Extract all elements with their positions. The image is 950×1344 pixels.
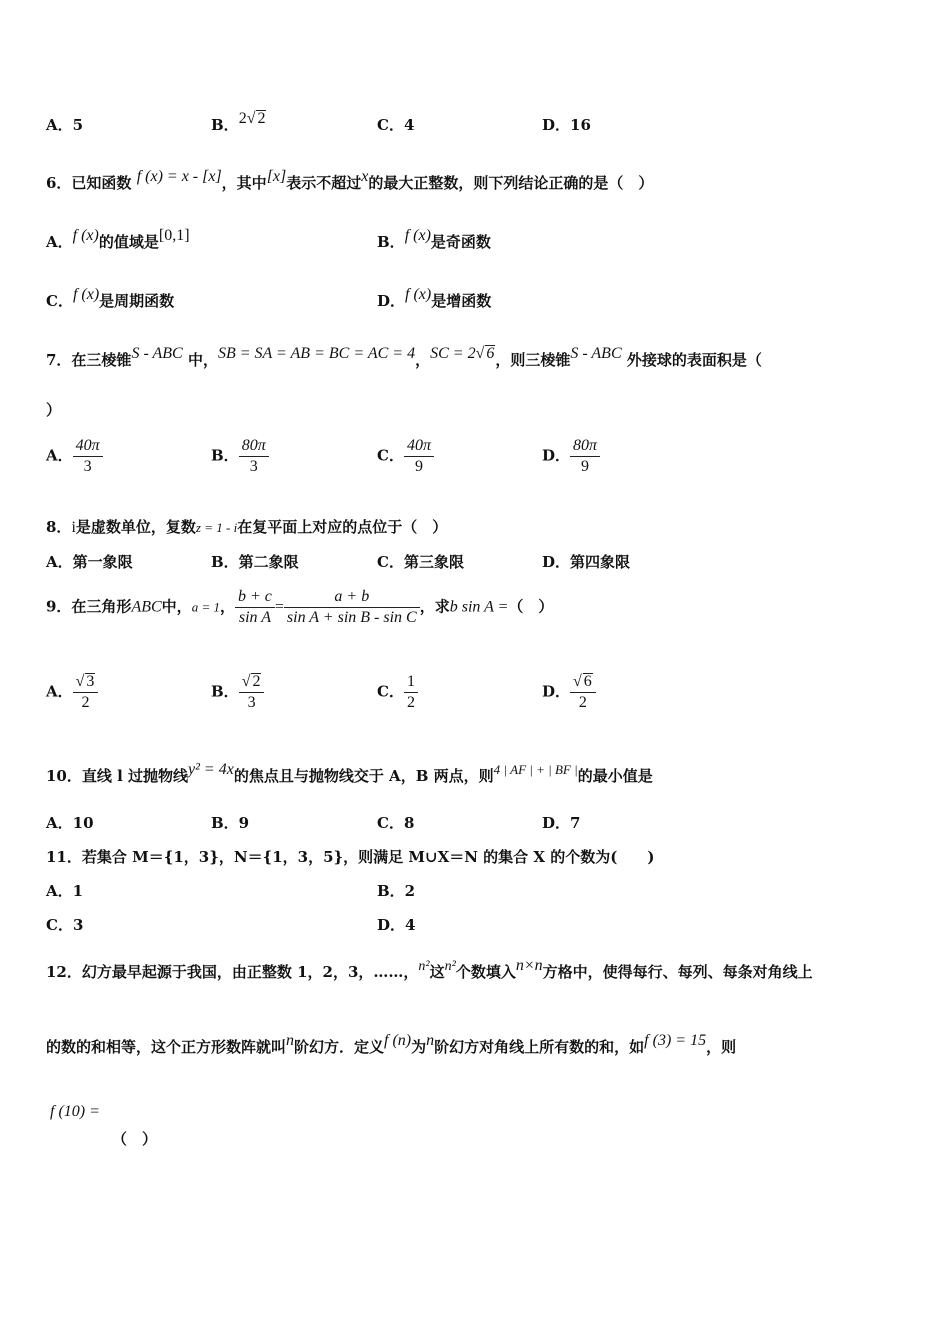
q5-option-b-math: 2√ 2 bbox=[238, 110, 266, 127]
q5-option-b-label: B． bbox=[211, 116, 239, 134]
q7-option-d: D． $\frac{80\pi}{9}$ bbox=[542, 436, 600, 477]
q10-option-a: A．10 bbox=[46, 814, 94, 832]
q11-option-a: A．1 bbox=[46, 882, 84, 900]
q9-option-c: C． $\frac{1}{2}$ bbox=[377, 672, 418, 713]
q8-option-a: A．第一象限 bbox=[46, 553, 133, 571]
q6-option-a: A．f (x)的值域是[0,1] bbox=[46, 227, 190, 251]
q5-option-b bbox=[211, 110, 266, 136]
q9-right-fraction: $\frac{a + b}{\text{sin A + sin B - sin C}}$ bbox=[284, 587, 420, 628]
q6-option-c: C．f (x)是周期函数 bbox=[46, 286, 175, 310]
q9-left-fraction: $\frac{b + c}{\text{sin A}}$ bbox=[235, 587, 275, 628]
q8-option-c: C．第三象限 bbox=[377, 553, 464, 571]
q10-option-b: B．9 bbox=[211, 814, 250, 832]
q9-stem: 9．在三角形ABC中，a = 1， $\frac{b + c}{\text{sin A}}$ = $\frac{a + b}{\text{sin A + sin B - sin C}}$ ，求b sin A =（ ） bbox=[46, 588, 554, 626]
q7-stem-close: ） bbox=[46, 401, 62, 419]
q6-option-b: B．f (x)是奇函数 bbox=[377, 227, 491, 251]
q12-line3: f (10) = （ ） bbox=[50, 1103, 158, 1148]
q6-stem: 6．已知函数 f (x) = x - [x]，其中[x]表示不超过x的最大正整数，则下列结论正确的是（ ） bbox=[46, 168, 654, 192]
q7-option-b: B． $\frac{80\pi}{3}$ bbox=[211, 436, 269, 477]
q11-stem: 11．若集合 M＝{1，3}，N＝{1，3，5}，则满足 M∪X＝N 的集合 X 的个数为( ) bbox=[46, 848, 655, 866]
q10-option-c: C．8 bbox=[377, 814, 415, 832]
q10-stem: 10．直线 l 过抛物线y² = 4x的焦点且与抛物线交于 A，B 两点，则4 | AF | + | BF |的最小值是 bbox=[46, 761, 653, 785]
q9-option-a: A． $\frac{√ 3}{2}$ bbox=[46, 672, 98, 713]
q8-stem: 8．i是虚数单位，复数z = 1 - i在复平面上对应的点位于（ ） bbox=[46, 518, 448, 536]
q10-option-d: D．7 bbox=[542, 814, 581, 832]
q7-option-a: A． $\frac{40\pi}{3}$ bbox=[46, 436, 103, 477]
q5-option-c: C．4 bbox=[377, 116, 415, 134]
q9-option-b: B． $\frac{√ 2}{3}$ bbox=[211, 672, 264, 713]
q11-option-d: D．4 bbox=[377, 916, 416, 934]
q7-option-c: C． $\frac{40\pi}{9}$ bbox=[377, 436, 434, 477]
q5-option-d: D．16 bbox=[542, 116, 591, 134]
q6-option-d: D．f (x)是增函数 bbox=[377, 286, 492, 310]
q11-option-b: B．2 bbox=[377, 882, 416, 900]
q7-stem: 7．在三棱锥S - ABC 中，SB = SA = AB = BC = AC = 4，SC = 2√ 6，则三棱锥S - ABC 外接球的表面积是（ bbox=[46, 345, 762, 369]
q9-option-d: D． $\frac{√ 6}{2}$ bbox=[542, 672, 596, 713]
q12-line1: 12．幻方最早起源于我国，由正整数 1，2，3，……，n²这n²个数填入n×n方格中，使得每行、每列、每条对角线上 bbox=[46, 957, 813, 981]
q12-line2: 的数的和相等，这个正方形数阵就叫n阶幻方．定义f (n)为n阶幻方对角线上所有数的和，如f (3) = 15，则 bbox=[46, 1032, 737, 1056]
q8-option-d: D．第四象限 bbox=[542, 553, 631, 571]
q5-option-a: A．5 bbox=[46, 116, 84, 134]
q6-bracket: [x] bbox=[266, 168, 287, 185]
q8-option-b: B．第二象限 bbox=[211, 553, 299, 571]
q11-option-c: C．3 bbox=[46, 916, 84, 934]
q6-function: f (x) = x - [x] bbox=[136, 168, 222, 185]
